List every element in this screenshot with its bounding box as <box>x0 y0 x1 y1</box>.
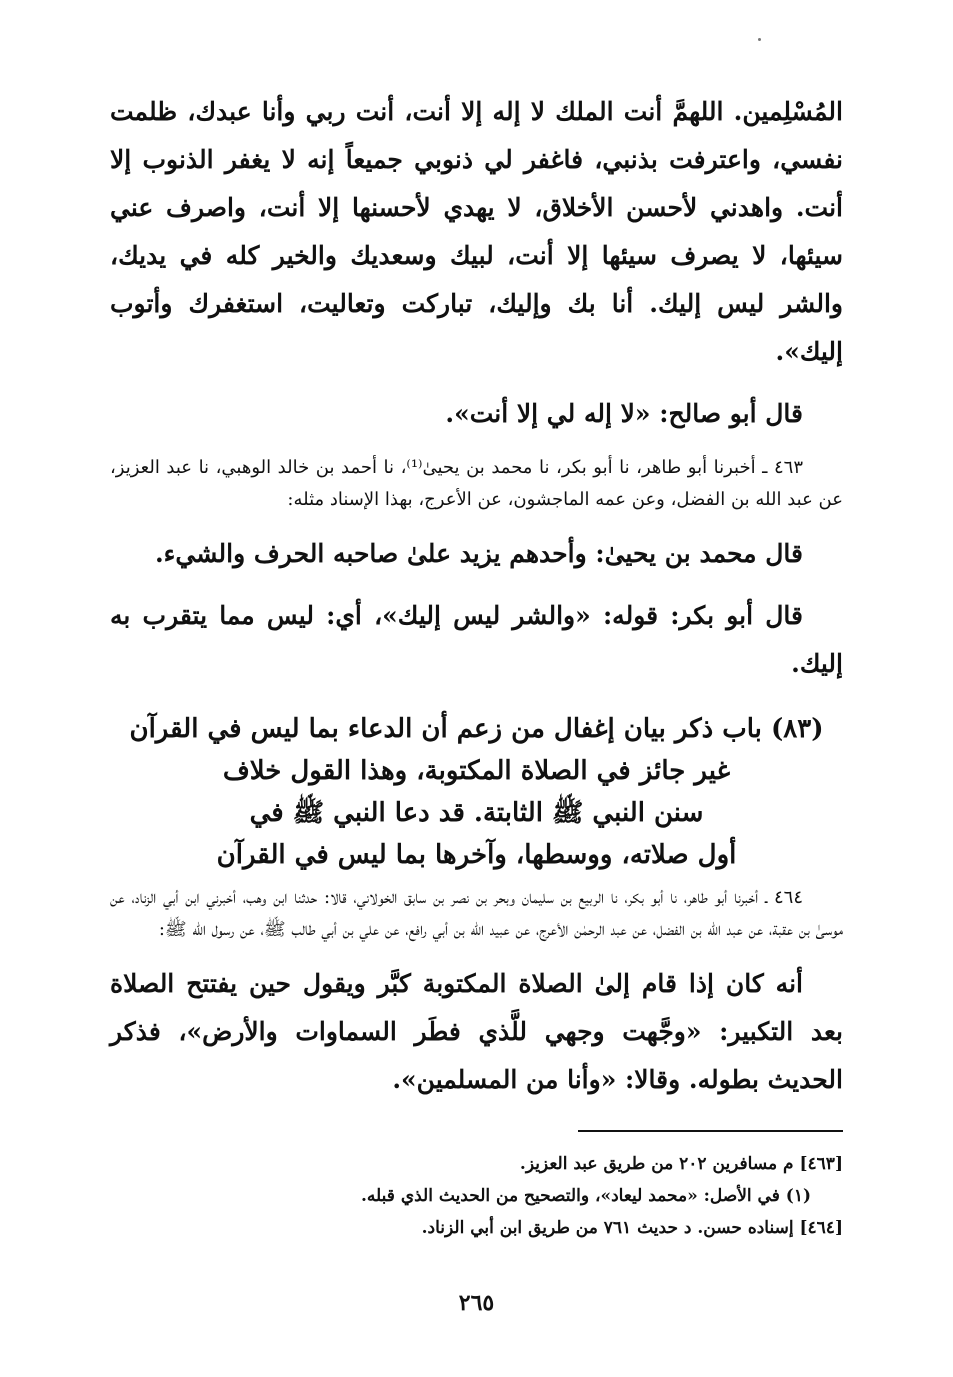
scan-speck <box>758 38 761 41</box>
footnote-separator <box>578 1130 843 1132</box>
isnad-464: ٤٦٤ ـ أخبرنا أبو طاهر، نا أبو بكر، نا الربيع بن سليمان وبحر بن نصر بن سابق الخولاني، قالا: حدثنا ابن وهب، أخبرني ابن أبي الزناد، عن موسىٰ بن عقبة، عن عبد الله بن الفضل، عن عبد الرحمٰن الأعرج، عن عبيد الله بن أبي رافع، عن علي بن أبي طالب ﷺ، عن رسول الله ﷺ: <box>110 887 843 940</box>
chapter-heading-83 <box>110 708 843 876</box>
chapter-heading-line: أول صلاته، ووسطها، وآخرها بما ليس في القرآن <box>216 840 737 870</box>
page-number: ٢٦٥ <box>458 1290 495 1316</box>
footnote-464: [٤٦٤] إسناده حسن. د حديث ٧٦١ من طريق ابن أبي الزناد. <box>421 1218 843 1238</box>
isnad-463: ٤٦٣ ـ أخبرنا أبو طاهر، نا أبو بكر، نا محمد بن يحيىٰ⁽¹⁾، نا أحمد بن خالد الوهبي، نا عبد العزيز، عن عبد الله بن الفضل، وعن عمه الماجشون، عن الأعرج، بهذا الإسناد مثله: <box>110 457 843 510</box>
narrator-comment-abu-salih: قال أبو صالح: «لا إله لي إلا أنت». <box>445 399 803 428</box>
footnote-1: (١) في الأصل: «محمد ليعاد»، والتصحيح من الحديث الذي قبله. <box>360 1186 811 1206</box>
footnote-463: [٤٦٣] م مسافرين ٢٠٢ من طريق عبد العزيز. <box>519 1154 843 1174</box>
chapter-heading-line: غير جائز في الصلاة المكتوبة، وهذا القول خلاف <box>222 756 731 786</box>
hadith-text-464: أنه كان إذا قام إلىٰ الصلاة المكتوبة كبَّر ويقول حين يفتتح الصلاة بعد التكبير: «وجَّهت وجهي للَّذي فطَر السماوات والأرض»، فذكر الحديث بطوله. وقالا: «وأنا من المسلمين». <box>110 969 843 1094</box>
hadith-text-continuation: المُسْلِمين. اللهمَّ أنت الملك لا إله إلا أنت، أنت ربي وأنا عبدك، ظلمت نفسي، واعترفت بذنبي، فاغفر لي ذنوبي جميعاً إنه لا يغفر الذنوب إلا أنت. واهدني لأحسن الأخلاق، لا يهدي لأحسنها إلا أنت، واصرف عني سيئها، لا يصرف سيئها إلا أنت، لبيك وسعديك والخير كله في يديك، والشر ليس إليك. أنا بك وإليك، تباركت وتعاليت، استغفرك وأتوب إليك». <box>110 97 843 366</box>
comment-abu-bakr: قال أبو بكر: قوله: «والشر ليس إليك»، أي: ليس مما يتقرب به إليك. <box>110 601 843 678</box>
chapter-heading-line: سنن النبي ﷺ الثابتة. قد دعا النبي ﷺ في <box>249 798 704 828</box>
comment-muhammad-bin-yahya: قال محمد بن يحيىٰ: وأحدهم يزيد علىٰ صاحبه الحرف والشيء. <box>154 539 803 568</box>
chapter-heading-line: (٨٣) باب ذكر بيان إغفال من زعم أن الدعاء بما ليس في القرآن <box>129 714 824 744</box>
